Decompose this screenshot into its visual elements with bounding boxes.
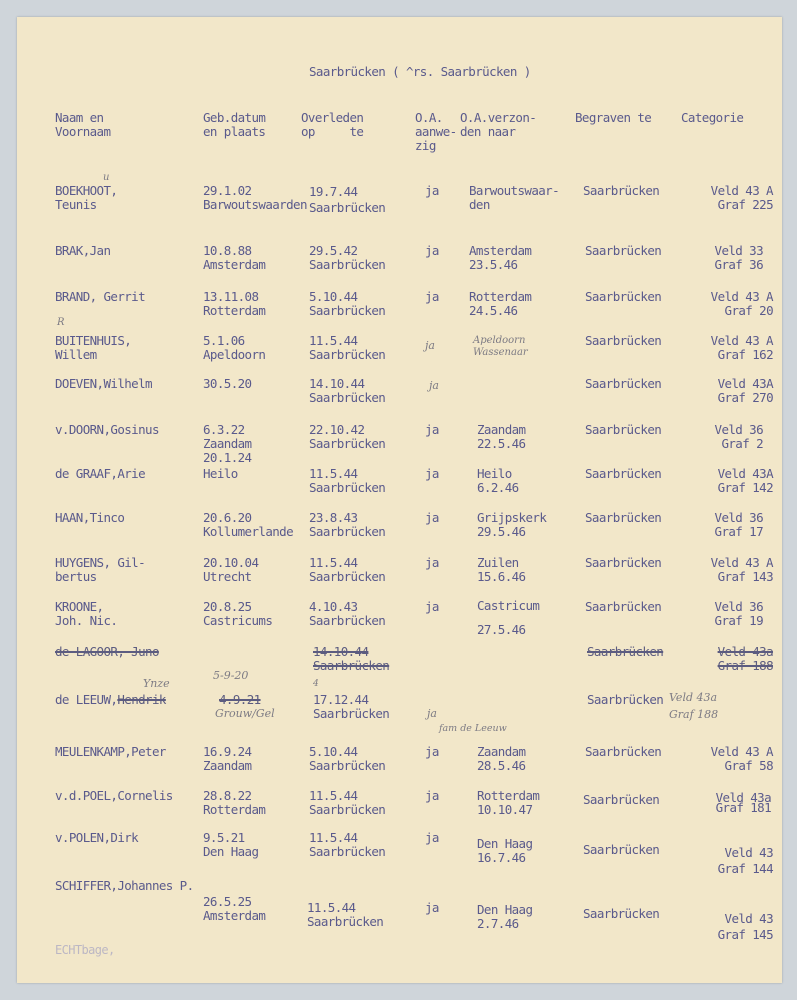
row-name: DOEVEN,Wilhelm xyxy=(55,376,152,391)
row-moved: Grijpskerk 29.5.46 xyxy=(477,510,547,539)
row-died: 11.5.44 Saarbrücken xyxy=(309,333,386,362)
row-died: 11.5.44 Saarbrücken xyxy=(309,830,386,859)
row-oa: ja xyxy=(425,555,439,570)
row-died: 11.5.44 Saarbrücken xyxy=(307,900,384,929)
row-oa: ja xyxy=(425,830,439,845)
row-category: Veld 43 Graf 144 xyxy=(717,845,773,876)
row-buried: Saarbrücken xyxy=(583,183,660,198)
row-oa: ja xyxy=(425,788,439,803)
row-birth: 20.10.04 Utrecht xyxy=(203,555,259,584)
row-buried: Saarbrücken xyxy=(583,906,660,921)
row-oa: ja xyxy=(425,289,439,304)
row-birth: 5.1.06 Apeldoorn xyxy=(203,333,266,362)
row-buried: Saarbrücken xyxy=(583,792,660,807)
row-birth: 10.8.88 Amsterdam xyxy=(203,243,266,272)
handwritten-moved: Apeldoorn Wassenaar xyxy=(473,335,528,358)
row-oa: ja xyxy=(425,900,439,915)
row-oa: ja xyxy=(425,744,439,759)
row-moved: Rotterdam 24.5.46 xyxy=(469,289,532,318)
row-birth: 29.1.02 Barwoutswaarden xyxy=(203,183,307,212)
row-category-struck: Veld 43a Graf 188 xyxy=(717,644,773,673)
header-birth: Geb.datum en plaats xyxy=(203,110,266,139)
row-birth: 30.5.20 xyxy=(203,376,252,391)
row-buried: Saarbrücken xyxy=(585,555,662,570)
row-name: MEULENKAMP,Peter xyxy=(55,744,166,759)
row-name: v.POLEN,Dirk xyxy=(55,830,139,845)
row-died: 14.10.44 Saarbrücken xyxy=(309,376,386,405)
row-birth-struck: 4.9.21 xyxy=(219,692,261,707)
row-birth: 26.5.25 Amsterdam xyxy=(203,894,266,923)
row-buried-struck: Saarbrücken xyxy=(587,644,664,659)
handwritten-oa: ja xyxy=(425,339,435,352)
header-buried: Begraven te xyxy=(575,110,652,125)
row-died: 11.5.44 Saarbrücken xyxy=(309,788,386,817)
row-moved: Amsterdam 23.5.46 xyxy=(469,243,532,272)
page-title: Saarbrücken ( ^rs. Saarbrücken ) xyxy=(309,64,531,79)
row-name: HUYGENS, Gil- bertus xyxy=(55,555,146,584)
row-died: 22.10.42 Saarbrücken xyxy=(309,422,386,451)
row-category: Veld 36 Graf 19 xyxy=(714,599,763,628)
row-died: 11.5.44 Saarbrücken xyxy=(309,466,386,495)
handwritten-first-name: Ynze xyxy=(143,677,170,690)
row-buried: Saarbrücken xyxy=(585,333,662,348)
row-buried: Saarbrücken xyxy=(585,466,662,481)
row-died: 4.10.43 Saarbrücken xyxy=(309,599,386,628)
row-category: Veld 33 Graf 36 xyxy=(714,243,763,272)
row-birth: 9.5.21 Den Haag xyxy=(203,830,259,859)
row-name: HAAN,Tinco xyxy=(55,510,125,525)
row-buried: Saarbrücken xyxy=(585,376,662,391)
header-oa: O.A. aanwe- zig xyxy=(415,110,457,153)
row-moved: Rotterdam 10.10.47 xyxy=(477,788,540,817)
row-died: 23.8.43 Saarbrücken xyxy=(309,510,386,539)
handwritten-oa: ja xyxy=(427,707,437,720)
faint-footer-text: ECHTbage, xyxy=(55,943,115,957)
handwritten-oa: ja xyxy=(429,379,439,392)
row-oa: ja xyxy=(425,183,439,198)
row-died: 11.5.44 Saarbrücken xyxy=(309,555,386,584)
row-name: KROONE, Joh. Nic. xyxy=(55,599,118,628)
handwritten-moved: fam de Leeuw xyxy=(439,723,507,734)
row-birth: 20.8.25 Castricums xyxy=(203,599,273,628)
row-name: BOEKHOOT, Teunis xyxy=(55,183,118,212)
handwritten-birth-place: Grouw/Gel xyxy=(215,707,275,720)
row-category: Veld 43A Graf 270 xyxy=(717,376,773,405)
struck-first-name: Hendrik xyxy=(117,692,166,707)
row-category: Veld 43A Graf 142 xyxy=(717,466,773,495)
header-died: Overleden op te xyxy=(301,110,364,139)
row-moved: Zuilen 15.6.46 xyxy=(477,555,526,584)
row-oa: ja xyxy=(425,422,439,437)
row-birth: 16.9.24 Zaandam xyxy=(203,744,252,773)
row-buried: Saarbrücken xyxy=(585,599,662,614)
row-birth: 20.6.20 Kollumerlande xyxy=(203,510,294,539)
header-name: Naam en Voornaam xyxy=(55,110,111,139)
row-oa: ja xyxy=(425,510,439,525)
row-died: 5.10.44 Saarbrücken xyxy=(309,744,386,773)
row-buried: Saarbrücken xyxy=(585,289,662,304)
row-birth: 13.11.08 Rotterdam xyxy=(203,289,266,318)
row-name-struck: de LAGOOR, Juno xyxy=(55,644,159,659)
handwritten-category: Veld 43a Graf 188 xyxy=(669,691,719,721)
header-oa-moved: O.A.verzon- den naar xyxy=(460,110,537,139)
row-category: Veld 43 A Graf 20 xyxy=(710,289,773,318)
row-category: Veld 36 Graf 17 xyxy=(714,510,763,539)
row-moved: Barwoutswaar- den xyxy=(469,183,560,212)
row-buried: Saarbrücken xyxy=(585,510,662,525)
row-moved: Heilo 6.2.46 xyxy=(477,466,519,495)
row-buried: Saarbrücken xyxy=(585,243,662,258)
row-oa: ja xyxy=(425,599,439,614)
handwritten-correction: u xyxy=(103,172,110,183)
row-moved: Den Haag 16.7.46 xyxy=(477,836,533,865)
row-name: SCHIFFER,Johannes P. xyxy=(55,878,194,893)
row-moved: Castricum 27.5.46 xyxy=(477,598,540,637)
row-name: v.DOORN,Gosinus xyxy=(55,422,159,437)
row-birth: 28.8.22 Rotterdam xyxy=(203,788,266,817)
row-birth: Heilo xyxy=(203,466,238,481)
handwritten-died-mark: 4 xyxy=(313,679,319,689)
row-moved: Den Haag 2.7.46 xyxy=(477,902,533,931)
row-name: BUITENHUIS, Willem xyxy=(55,333,132,362)
row-moved: Zaandam 28.5.46 xyxy=(477,744,526,773)
row-name: BRAND, Gerrit xyxy=(55,289,146,304)
handwritten-correction: R xyxy=(57,317,65,328)
row-died-struck: 14.10.44 Saarbrücken xyxy=(313,644,390,673)
row-oa: ja xyxy=(425,243,439,258)
row-name: de GRAAF,Arie xyxy=(55,466,146,481)
row-died: 19.7.44 Saarbrücken xyxy=(309,184,386,215)
header-category: Categorie xyxy=(681,110,744,125)
row-moved: Zaandam 22.5.46 xyxy=(477,422,526,451)
row-buried: Saarbrücken xyxy=(585,744,662,759)
row-buried: Saarbrücken xyxy=(583,842,660,857)
row-category: Veld 43 A Graf 143 xyxy=(710,555,773,584)
handwritten-birth-date: 5-9-20 xyxy=(213,669,249,682)
row-name: v.d.POEL,Cornelis xyxy=(55,788,173,803)
row-died: 17.12.44 Saarbrücken xyxy=(313,692,390,721)
row-category: Veld 43 A Graf 58 xyxy=(710,744,773,773)
row-birth: 6.3.22 Zaandam 20.1.24 xyxy=(203,422,252,465)
document-page xyxy=(17,17,782,983)
row-name: BRAK,Jan xyxy=(55,243,111,258)
row-category: Veld 43 A Graf 162 xyxy=(710,333,773,362)
row-oa: ja xyxy=(425,466,439,481)
row-buried: Saarbrücken xyxy=(587,692,664,707)
row-died: 5.10.44 Saarbrücken xyxy=(309,289,386,318)
row-name: de LEEUW,Hendrik xyxy=(55,692,166,707)
row-category: Veld 43a Graf 181 xyxy=(715,790,771,815)
row-category: Veld 36 Graf 2 xyxy=(714,422,763,451)
row-category: Veld 43 A Graf 225 xyxy=(710,183,773,212)
row-category: Veld 43 Graf 145 xyxy=(717,911,773,942)
row-buried: Saarbrücken xyxy=(585,422,662,437)
row-died: 29.5.42 Saarbrücken xyxy=(309,243,386,272)
